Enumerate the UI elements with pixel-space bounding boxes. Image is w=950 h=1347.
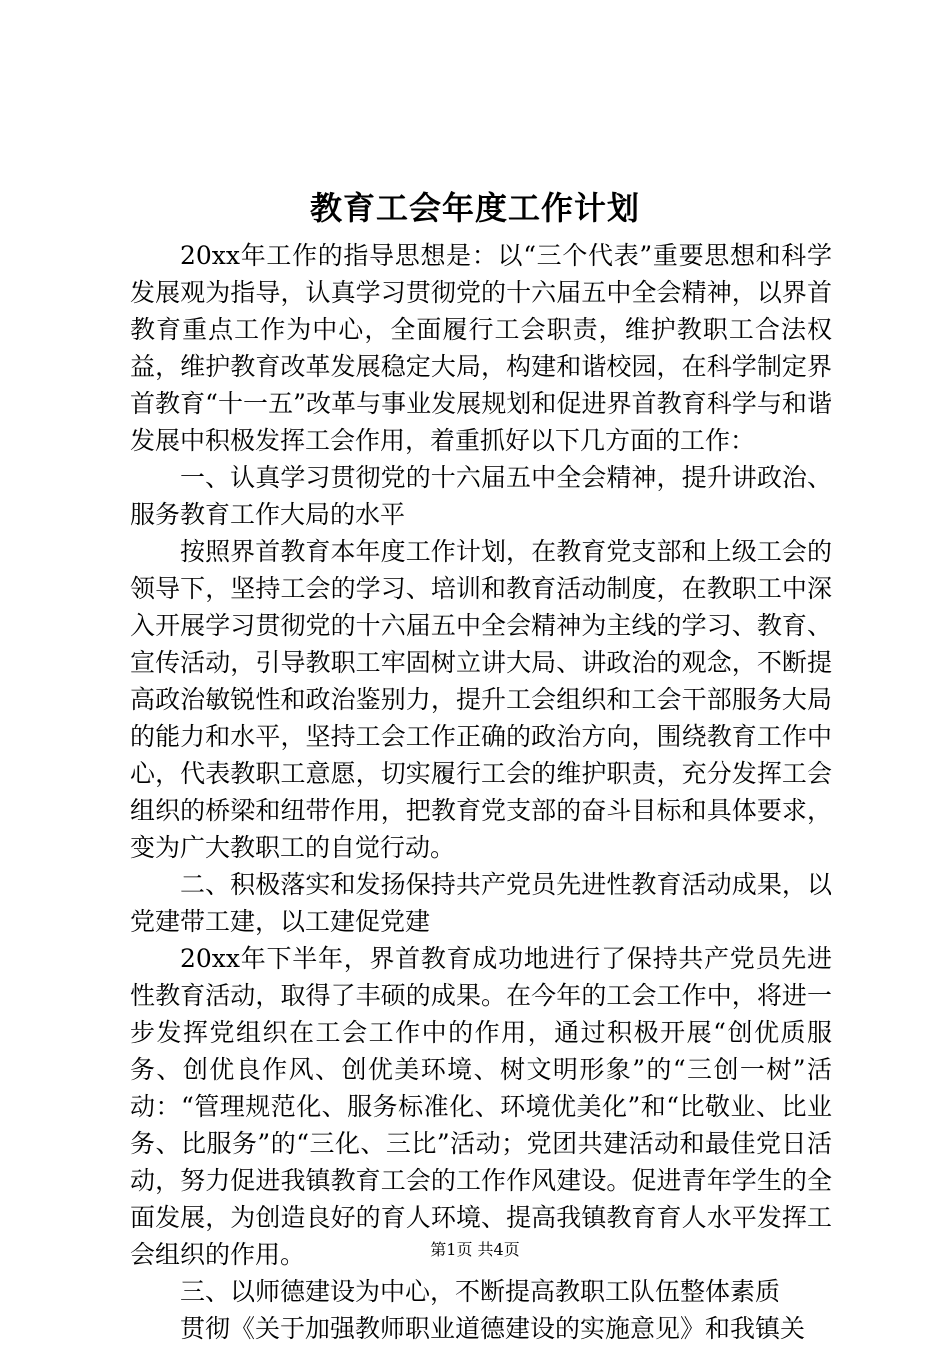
paragraph-section-3: 贯彻《关于加强教师职业道德建设的实施意见》和我镇关 [180,1314,806,1343]
paragraph-section-1: 按照界首教育本年度工作计划，在教育党支部和上级工会的领导下，坚持工会的学习、培训和教育活动制度，在教职工中深入开展学习贯彻党的十六届五中全会精神为主线的学习、教育、宣传活动，引导教职工牢固树立讲大局、讲政治的观念，不断提高政治敏锐性和政治鉴别力，提升工会组织和工会干部服务大局的能力和水平，坚持工会工作正确的政治方向，围绕教育工作中心，代表教职工意愿，切实履行工会的维护职责，充分发挥工会组织的桥梁和纽带作用，把教育党支部的奋斗目标和具体要求，变为广大教职工的自觉行动。 [130,537,832,862]
document-title: 教育工会年度工作计划 [309,189,640,227]
paragraph-guiding-thought: 20xx年工作的指导思想是：以“三个代表”重要思想和科学发展观为指导，认真学习贯彻党的十六届五中全会精神，以界首教育重点工作为中心，全面履行工会职责，维护教职工合法权益，维护教育改革发展稳定大局，构建和谐校园，在科学制定界首教育“十一五”改革与事业发展规划和促进界首教育科学与和谐发展中积极发挥工会作用，着重抓好以下几方面的工作： [130,241,832,455]
section-heading-2: 二、积极落实和发扬保持共产党员先进性教育活动成果，以党建带工建，以工建促党建 [130,870,832,936]
document-body [130,237,832,1347]
section-heading-1: 一、认真学习贯彻党的十六届五中全会精神，提升讲政治、服务教育工作大局的水平 [130,463,832,529]
paragraph-section-2: 20xx年下半年，界首教育成功地进行了保持共产党员先进性教育活动，取得了丰硕的成果。在今年的工会工作中，将进一步发挥党组织在工会工作中的作用，通过积极开展“创优质服务、创优良作风、创优美环境、树文明形象”的“三创一树”活动：“管理规范化、服务标准化、环境优美化”和“比敬业、比业务、比服务”的“三化、三比”活动；党团共建活动和最佳党日活动，努力促进我镇教育工会的工作作风建设。促进青年学生的全面发展，为创造良好的育人环境、提高我镇教育育人水平发挥工会组织的作用。 [130,944,832,1269]
page-number-footer: 第1页 共4页 [430,1240,520,1259]
section-heading-3: 三、以师德建设为中心，不断提高教职工队伍整体素质 [180,1277,781,1306]
